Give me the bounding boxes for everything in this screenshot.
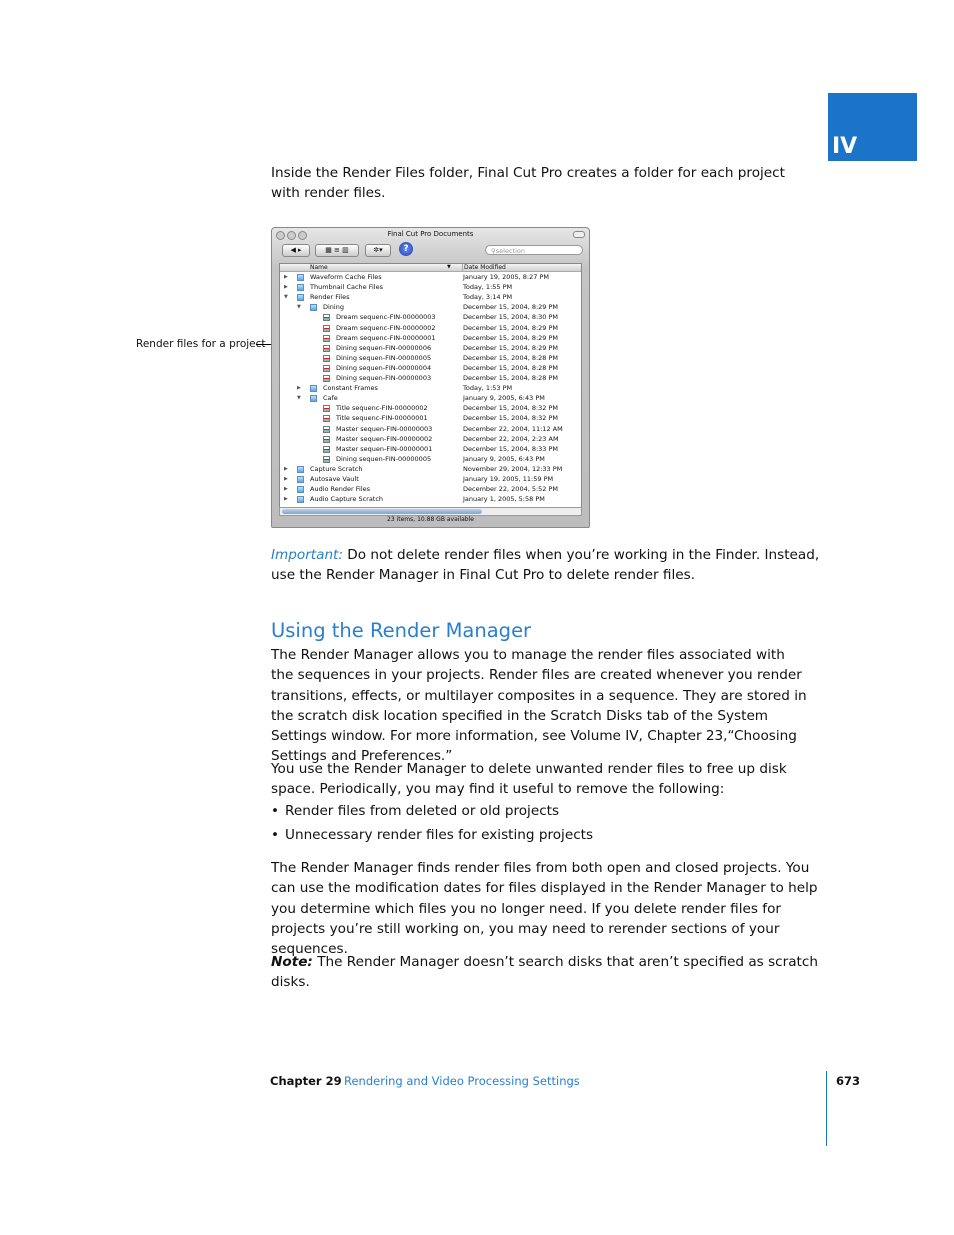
action-menu-button[interactable]: ✲▾ <box>365 244 391 257</box>
row-name: Dining sequen-FIN-00000004 <box>336 363 432 372</box>
row-name: Audio Render Files <box>310 485 371 494</box>
file-icon <box>323 325 330 332</box>
file-icon <box>323 426 330 433</box>
list-row[interactable] <box>280 373 581 383</box>
folder-icon <box>297 476 304 483</box>
disclosure-closed-icon[interactable]: ▶ <box>284 284 288 291</box>
note-label: Note: <box>271 954 313 970</box>
chapter-tab <box>828 93 917 161</box>
folder-icon <box>297 486 304 493</box>
disclosure-open-icon[interactable]: ▼ <box>284 294 288 301</box>
list-row[interactable] <box>280 353 581 363</box>
row-date: December 15, 2004, 8:30 PM <box>463 313 559 322</box>
row-name: Dining sequen-FIN-00000005 <box>336 454 432 463</box>
list-row[interactable] <box>280 424 581 434</box>
file-icon <box>323 335 330 342</box>
file-icon <box>323 365 330 372</box>
disclosure-closed-icon[interactable]: ▶ <box>284 465 288 472</box>
paragraph-2: You use the Render Manager to delete unwanted render files to free up disk space. Periodically, you may find it useful to remove the following: <box>271 761 787 798</box>
row-name: Dream sequenc-FIN-00000003 <box>336 313 436 322</box>
row-name: Title sequenc-FIN-00000002 <box>336 404 428 413</box>
row-date: December 15, 2004, 8:33 PM <box>463 444 559 453</box>
row-date: Today, 3:14 PM <box>463 293 513 302</box>
row-date: December 15, 2004, 8:28 PM <box>463 363 559 372</box>
row-date: January 1, 2005, 5:58 PM <box>463 495 545 504</box>
row-name: Autosave Vault <box>310 475 359 483</box>
list-row[interactable] <box>280 413 581 423</box>
row-date: December 22, 2004, 11:12 AM <box>463 424 563 433</box>
list-row[interactable] <box>280 323 581 333</box>
note-text: The Render Manager doesn’t search disks that aren’t specified as scratch disks. <box>271 954 818 991</box>
row-name: Dream sequenc-FIN-00000001 <box>336 333 436 342</box>
disclosure-closed-icon[interactable]: ▶ <box>284 274 288 280</box>
list-row[interactable] <box>280 343 581 353</box>
row-date: December 15, 2004, 8:29 PM <box>463 323 559 332</box>
folder-icon <box>297 284 304 291</box>
chapter-tab-label: IV <box>832 134 858 159</box>
list-row[interactable] <box>280 393 581 403</box>
horizontal-scrollbar[interactable] <box>279 507 582 516</box>
folder-icon <box>297 274 304 281</box>
file-icon <box>323 355 330 362</box>
view-buttons[interactable]: ▦ ≡ ▥ <box>315 244 359 257</box>
folder-icon <box>297 294 304 301</box>
search-input[interactable]: ⚲selection <box>485 245 583 255</box>
back-forward-button[interactable]: ◀ ▸ <box>282 244 310 257</box>
important-text: Do not delete render files when you’re working in the Finder. Instead, use the Render Manager in Final Cut Pro to delete render files. <box>271 547 820 584</box>
list-row[interactable] <box>280 363 581 373</box>
row-date: Today, 1:53 PM <box>463 384 513 393</box>
row-name: Dream sequenc-FIN-00000002 <box>336 323 436 332</box>
bullet-item: • Unnecessary render files for existing projects <box>271 827 594 843</box>
list-row[interactable] <box>280 403 581 413</box>
finder-window <box>271 227 590 528</box>
row-date: Today, 1:55 PM <box>463 283 513 292</box>
disclosure-closed-icon[interactable]: ▶ <box>284 476 288 482</box>
list-row[interactable] <box>280 454 581 464</box>
bullet-text: Render files from deleted or old projects <box>285 803 560 819</box>
row-date: December 15, 2004, 8:29 PM <box>463 333 559 342</box>
list-header: Name ▼ Date Modified <box>280 264 581 272</box>
row-name: Dining sequen-FIN-00000006 <box>336 343 432 352</box>
list-row[interactable] <box>280 494 581 504</box>
intro-paragraph: Inside the Render Files folder, Final Cut Pro creates a folder for each project with render files. <box>271 165 785 202</box>
callout-label: Render files for a project <box>136 338 266 350</box>
file-icon <box>323 415 330 422</box>
list-row[interactable] <box>280 434 581 444</box>
row-date: January 19, 2005, 8:27 PM <box>463 273 549 281</box>
row-name: Dining <box>323 303 344 312</box>
section-heading: Using the Render Manager <box>271 619 532 642</box>
row-date: November 29, 2004, 12:33 PM <box>463 464 563 473</box>
important-label: Important: <box>271 547 343 563</box>
row-date: January 9, 2005, 6:43 PM <box>463 454 545 463</box>
row-date: December 22, 2004, 2:23 AM <box>463 434 559 443</box>
row-name: Waveform Cache Files <box>310 273 382 281</box>
row-date: December 15, 2004, 8:28 PM <box>463 374 559 382</box>
folder-icon <box>310 304 317 311</box>
status-bar: 23 items, 10.88 GB available <box>387 516 474 523</box>
search-placeholder: selection <box>495 247 525 255</box>
list-row[interactable] <box>280 272 581 282</box>
row-date: January 9, 2005, 6:43 PM <box>463 394 545 403</box>
note-paragraph <box>271 952 831 993</box>
list-row[interactable] <box>280 282 581 292</box>
important-paragraph <box>271 545 831 586</box>
row-name: Render Files <box>310 293 350 302</box>
list-row[interactable] <box>280 484 581 494</box>
bullet-text: Unnecessary render files for existing projects <box>285 827 594 843</box>
file-icon <box>323 446 330 453</box>
list-row[interactable] <box>280 292 581 302</box>
file-icon <box>323 375 330 382</box>
row-date: December 22, 2004, 5:52 PM <box>463 485 559 494</box>
window-title: Final Cut Pro Documents <box>387 230 474 238</box>
bullet-item: • Render files from deleted or old projects <box>271 803 560 819</box>
list-row[interactable] <box>280 333 581 343</box>
footer-divider <box>826 1071 827 1146</box>
paragraph-1: The Render Manager allows you to manage the render files associated with the sequences in your projects. Render files are created whenever you render transitions, effects, or multilayer composites in a sequence. They are stored in the scratch disk location specified in the Scratch Disks tab of the System Settings window. For more information, see Volume IV, Chapter 23,“Choosing Settings and Preferences.” <box>271 647 807 765</box>
file-icon <box>323 456 330 463</box>
disclosure-closed-icon[interactable]: ▶ <box>284 496 288 503</box>
page-number: 673 <box>836 1074 861 1088</box>
row-name: Dining sequen-FIN-00000003 <box>336 374 432 382</box>
row-name: Dining sequen-FIN-00000005 <box>336 353 432 362</box>
column-name-header[interactable]: Name <box>310 264 328 271</box>
scrollbar-thumb[interactable] <box>282 509 482 514</box>
disclosure-closed-icon[interactable]: ▶ <box>297 385 301 392</box>
row-name: Cafe <box>323 394 338 403</box>
file-icon <box>323 436 330 443</box>
list-row[interactable] <box>280 383 581 393</box>
help-icon[interactable]: ? <box>399 242 413 256</box>
row-name: Audio Capture Scratch <box>310 495 384 504</box>
disclosure-open-icon[interactable]: ▼ <box>297 395 301 402</box>
file-icon <box>323 314 330 321</box>
row-name: Capture Scratch <box>310 464 363 473</box>
row-date: December 15, 2004, 8:32 PM <box>463 404 559 413</box>
row-name: Master sequen-FIN-00000001 <box>336 444 433 453</box>
folder-icon <box>310 395 317 402</box>
list-row[interactable] <box>280 464 581 474</box>
row-name: Thumbnail Cache Files <box>310 283 383 292</box>
row-name: Master sequen-FIN-00000002 <box>336 434 433 443</box>
disclosure-closed-icon[interactable]: ▶ <box>284 486 288 493</box>
list-row[interactable] <box>280 474 581 484</box>
row-name: Title sequenc-FIN-00000001 <box>336 414 428 423</box>
folder-icon <box>297 466 304 473</box>
paragraph-3: The Render Manager finds render files from both open and closed projects. You can use the modification dates for files displayed in the Render Manager to help you determine which files you no longer need. If you delete render files for projects you’re still working on, you may need to rerender sections of your sequences. <box>271 860 818 958</box>
footer-chapter-title[interactable]: Rendering and Video Processing Settings <box>344 1074 580 1088</box>
folder-icon <box>297 496 304 503</box>
row-name: Master sequen-FIN-00000003 <box>336 424 433 433</box>
disclosure-open-icon[interactable]: ▼ <box>297 304 301 311</box>
list-row[interactable] <box>280 302 581 312</box>
file-icon <box>323 345 330 352</box>
column-date-header[interactable]: Date Modified <box>464 264 506 271</box>
row-date: December 15, 2004, 8:28 PM <box>463 353 559 362</box>
row-date: December 15, 2004, 8:29 PM <box>463 303 559 312</box>
row-name: Constant Frames <box>323 384 378 393</box>
file-list <box>279 263 582 509</box>
list-row[interactable] <box>280 312 581 322</box>
row-date: January 19, 2005, 11:59 PM <box>463 475 554 483</box>
file-icon <box>323 405 330 412</box>
row-date: December 15, 2004, 8:32 PM <box>463 414 559 423</box>
list-row[interactable] <box>280 444 581 454</box>
folder-icon <box>310 385 317 392</box>
row-date: December 15, 2004, 8:29 PM <box>463 343 559 352</box>
footer-chapter: Chapter 29 <box>270 1074 342 1088</box>
toolbar-toggle-button[interactable] <box>573 231 585 238</box>
